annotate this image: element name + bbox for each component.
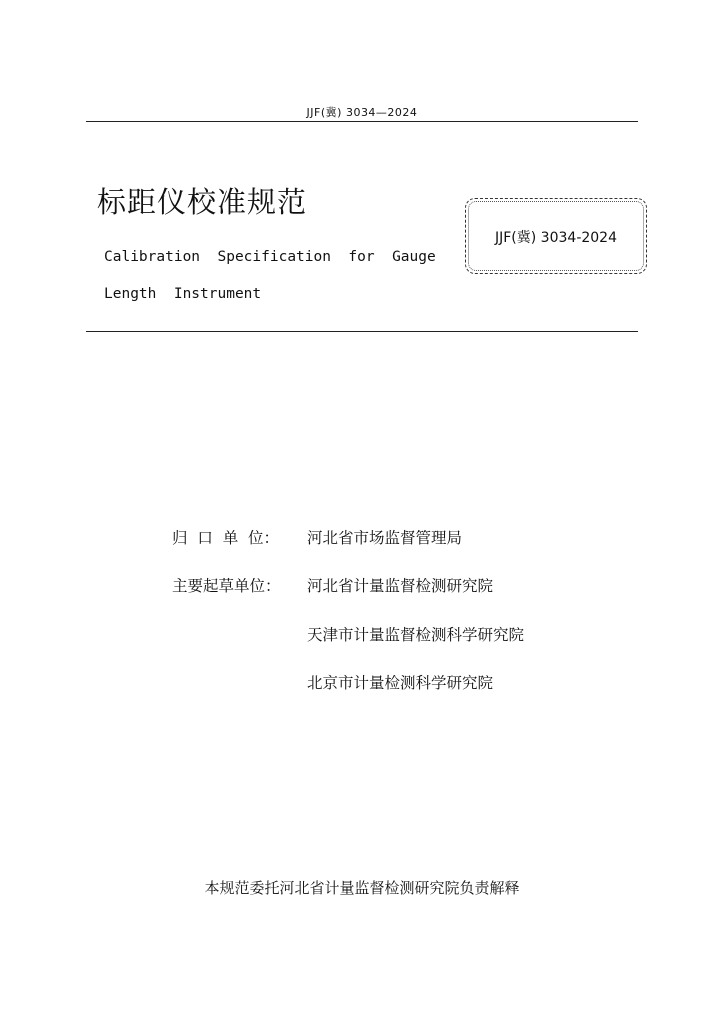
- standard-code-box: [465, 198, 647, 274]
- header-standard-code: JJF(冀) 3034—2024: [306, 106, 418, 119]
- drafting-unit-1: 河北省计量监督检测研究院: [307, 577, 494, 595]
- drafting-unit-3: 北京市计量检测科学研究院: [307, 674, 494, 692]
- drafting-units-label: 主要起草单位：: [172, 577, 281, 595]
- title-english-line-1: Calibration Specification for Gauge: [104, 249, 436, 265]
- standard-code-box-text: JJF(冀) 3034-2024: [495, 230, 617, 246]
- title-divider: [86, 331, 638, 332]
- responsible-unit-label: 归 口 单 位：: [172, 529, 280, 547]
- responsible-unit-value: 河北省市场监督管理局: [307, 529, 463, 547]
- drafting-unit-2: 天津市计量监督检测科学研究院: [307, 626, 525, 644]
- header-divider: [86, 121, 638, 122]
- title-chinese: 标距仪校准规范: [97, 185, 308, 219]
- interpretation-note: 本规范委托河北省计量监督检测研究院负责解释: [204, 879, 520, 897]
- title-english-line-2: Length Instrument: [104, 286, 262, 302]
